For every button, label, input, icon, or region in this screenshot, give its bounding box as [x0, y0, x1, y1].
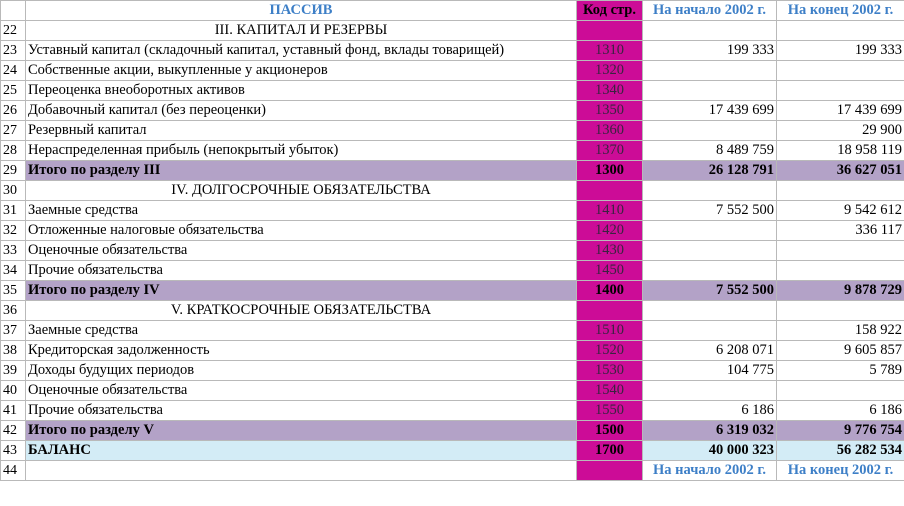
- start-value-cell[interactable]: 7 552 500: [643, 281, 777, 301]
- line-name-cell[interactable]: Заемные средства: [26, 321, 577, 341]
- table-row: [1, 261, 904, 281]
- line-name-cell[interactable]: Переоценка внеоборотных активов: [26, 81, 577, 101]
- line-name-cell[interactable]: Уставный капитал (складочный капитал, уставный фонд, вклады товарищей): [26, 41, 577, 61]
- table-row: [1, 61, 904, 81]
- start-value-cell[interactable]: [643, 121, 777, 141]
- start-value-cell[interactable]: [643, 321, 777, 341]
- subtotal-row: [1, 281, 904, 301]
- end-value-cell[interactable]: 158 922: [777, 321, 904, 341]
- end-value-cell[interactable]: [777, 261, 904, 281]
- line-code-cell[interactable]: [577, 301, 643, 321]
- line-name-cell[interactable]: Прочие обязательства: [26, 261, 577, 281]
- line-code-cell[interactable]: 1350: [577, 101, 643, 121]
- section-title-cell[interactable]: III. КАПИТАЛ И РЕЗЕРВЫ: [26, 21, 577, 41]
- row-number[interactable]: 38: [1, 341, 26, 361]
- table-row: [1, 141, 904, 161]
- end-value-cell[interactable]: 9 776 754: [777, 421, 904, 441]
- end-value-cell[interactable]: 9 605 857: [777, 341, 904, 361]
- line-code-cell[interactable]: 1370: [577, 141, 643, 161]
- line-name-cell[interactable]: Итого по разделу IV: [26, 281, 577, 301]
- table-row: [1, 401, 904, 421]
- row-number[interactable]: 24: [1, 61, 26, 81]
- line-name-cell[interactable]: Кредиторская задолженность: [26, 341, 577, 361]
- line-code-cell[interactable]: 1520: [577, 341, 643, 361]
- end-value-cell[interactable]: [777, 241, 904, 261]
- line-code-cell[interactable]: 1310: [577, 41, 643, 61]
- row-number[interactable]: 29: [1, 161, 26, 181]
- start-value-cell[interactable]: [643, 21, 777, 41]
- row-number[interactable]: 35: [1, 281, 26, 301]
- line-code-cell[interactable]: 1450: [577, 261, 643, 281]
- section-title-cell[interactable]: V. КРАТКОСРОЧНЫЕ ОБЯЗАТЕЛЬСТВА: [26, 301, 577, 321]
- line-code-cell[interactable]: 1430: [577, 241, 643, 261]
- section-row: [1, 181, 904, 201]
- end-value-cell[interactable]: 17 439 699: [777, 101, 904, 121]
- row-number[interactable]: 32: [1, 221, 26, 241]
- start-value-cell[interactable]: [643, 221, 777, 241]
- start-value-cell[interactable]: 104 775: [643, 361, 777, 381]
- end-value-cell[interactable]: 336 117: [777, 221, 904, 241]
- footer-start-label[interactable]: На начало 2002 г.: [643, 461, 777, 481]
- end-value-cell[interactable]: [777, 381, 904, 401]
- line-name-cell[interactable]: Резервный капитал: [26, 121, 577, 141]
- start-value-cell[interactable]: [643, 261, 777, 281]
- row-number[interactable]: 44: [1, 461, 26, 481]
- end-value-cell[interactable]: 199 333: [777, 41, 904, 61]
- start-value-cell[interactable]: 8 489 759: [643, 141, 777, 161]
- header-row: [1, 1, 904, 21]
- line-name-cell[interactable]: БАЛАНС: [26, 441, 577, 461]
- end-value-cell[interactable]: [777, 181, 904, 201]
- line-code-cell[interactable]: 1550: [577, 401, 643, 421]
- footer-end-label[interactable]: На конец 2002 г.: [777, 461, 904, 481]
- start-value-cell[interactable]: [643, 181, 777, 201]
- start-value-cell[interactable]: 17 439 699: [643, 101, 777, 121]
- section-row: [1, 21, 904, 41]
- line-code-cell[interactable]: 1320: [577, 61, 643, 81]
- row-number[interactable]: 23: [1, 41, 26, 61]
- table-row: [1, 101, 904, 121]
- table-row: [1, 41, 904, 61]
- end-value-cell[interactable]: 56 282 534: [777, 441, 904, 461]
- end-value-cell[interactable]: [777, 301, 904, 321]
- column-title-start[interactable]: На начало 2002 г.: [643, 1, 777, 21]
- row-number[interactable]: 28: [1, 141, 26, 161]
- line-code-cell[interactable]: 1700: [577, 441, 643, 461]
- row-number[interactable]: 37: [1, 321, 26, 341]
- end-value-cell[interactable]: 9 542 612: [777, 201, 904, 221]
- section-row: [1, 301, 904, 321]
- start-value-cell[interactable]: [643, 81, 777, 101]
- start-value-cell[interactable]: 6 319 032: [643, 421, 777, 441]
- line-code-cell[interactable]: 1400: [577, 281, 643, 301]
- end-value-cell[interactable]: [777, 21, 904, 41]
- end-value-cell[interactable]: 5 789: [777, 361, 904, 381]
- start-value-cell[interactable]: [643, 241, 777, 261]
- start-value-cell[interactable]: 6 208 071: [643, 341, 777, 361]
- footer-row: [1, 461, 904, 481]
- line-name-cell[interactable]: Оценочные обязательства: [26, 241, 577, 261]
- line-code-cell[interactable]: 1540: [577, 381, 643, 401]
- subtotal-row: [1, 421, 904, 441]
- line-name-cell[interactable]: Нераспределенная прибыль (непокрытый убыток): [26, 141, 577, 161]
- line-code-cell[interactable]: 1410: [577, 201, 643, 221]
- start-value-cell[interactable]: [643, 301, 777, 321]
- end-value-cell[interactable]: 18 958 119: [777, 141, 904, 161]
- empty-cell[interactable]: [26, 461, 577, 481]
- table-row: [1, 201, 904, 221]
- column-title-code[interactable]: Код стр.: [577, 1, 643, 21]
- section-title-cell[interactable]: IV. ДОЛГОСРОЧНЫЕ ОБЯЗАТЕЛЬСТВА: [26, 181, 577, 201]
- start-value-cell[interactable]: [643, 381, 777, 401]
- table-row: [1, 241, 904, 261]
- line-name-cell[interactable]: Доходы будущих периодов: [26, 361, 577, 381]
- end-value-cell[interactable]: [777, 81, 904, 101]
- line-name-cell[interactable]: Итого по разделу III: [26, 161, 577, 181]
- row-number[interactable]: 39: [1, 361, 26, 381]
- row-number[interactable]: 31: [1, 201, 26, 221]
- table-row: [1, 381, 904, 401]
- row-number[interactable]: 30: [1, 181, 26, 201]
- line-code-cell[interactable]: 1300: [577, 161, 643, 181]
- row-number[interactable]: 34: [1, 261, 26, 281]
- table-row: [1, 81, 904, 101]
- line-code-cell[interactable]: 1530: [577, 361, 643, 381]
- balance-total-row: [1, 441, 904, 461]
- line-code-cell[interactable]: 1510: [577, 321, 643, 341]
- end-value-cell[interactable]: 6 186: [777, 401, 904, 421]
- table-row: [1, 361, 904, 381]
- line-name-cell[interactable]: Добавочный капитал (без переоценки): [26, 101, 577, 121]
- row-number[interactable]: 41: [1, 401, 26, 421]
- table-row: [1, 341, 904, 361]
- row-number[interactable]: 26: [1, 101, 26, 121]
- row-number[interactable]: 36: [1, 301, 26, 321]
- start-value-cell[interactable]: 7 552 500: [643, 201, 777, 221]
- start-value-cell[interactable]: 40 000 323: [643, 441, 777, 461]
- row-number[interactable]: 33: [1, 241, 26, 261]
- line-name-cell[interactable]: Прочие обязательства: [26, 401, 577, 421]
- table-row: [1, 121, 904, 141]
- end-value-cell[interactable]: 36 627 051: [777, 161, 904, 181]
- line-code-cell[interactable]: 1420: [577, 221, 643, 241]
- column-title-liabilities[interactable]: ПАССИВ: [26, 1, 577, 21]
- line-code-cell[interactable]: [577, 21, 643, 41]
- line-code-cell[interactable]: 1340: [577, 81, 643, 101]
- subtotal-row: [1, 161, 904, 181]
- start-value-cell[interactable]: 26 128 791: [643, 161, 777, 181]
- end-value-cell[interactable]: 29 900: [777, 121, 904, 141]
- row-number[interactable]: 40: [1, 381, 26, 401]
- line-name-cell[interactable]: Собственные акции, выкупленные у акционеров: [26, 61, 577, 81]
- end-value-cell[interactable]: 9 878 729: [777, 281, 904, 301]
- line-code-cell[interactable]: 1360: [577, 121, 643, 141]
- row-number[interactable]: 22: [1, 21, 26, 41]
- row-number[interactable]: 42: [1, 421, 26, 441]
- line-name-cell[interactable]: Отложенные налоговые обязательства: [26, 221, 577, 241]
- line-name-cell[interactable]: Заемные средства: [26, 201, 577, 221]
- start-value-cell[interactable]: 199 333: [643, 41, 777, 61]
- line-name-cell[interactable]: Итого по разделу V: [26, 421, 577, 441]
- column-title-end[interactable]: На конец 2002 г.: [777, 1, 904, 21]
- row-header[interactable]: [1, 1, 26, 21]
- line-code-cell[interactable]: [577, 461, 643, 481]
- row-number[interactable]: 43: [1, 441, 26, 461]
- start-value-cell[interactable]: [643, 61, 777, 81]
- line-code-cell[interactable]: [577, 181, 643, 201]
- row-number[interactable]: 25: [1, 81, 26, 101]
- line-name-cell[interactable]: Оценочные обязательства: [26, 381, 577, 401]
- start-value-cell[interactable]: 6 186: [643, 401, 777, 421]
- line-code-cell[interactable]: 1500: [577, 421, 643, 441]
- table-row: [1, 221, 904, 241]
- end-value-cell[interactable]: [777, 61, 904, 81]
- row-number[interactable]: 27: [1, 121, 26, 141]
- table-row: [1, 321, 904, 341]
